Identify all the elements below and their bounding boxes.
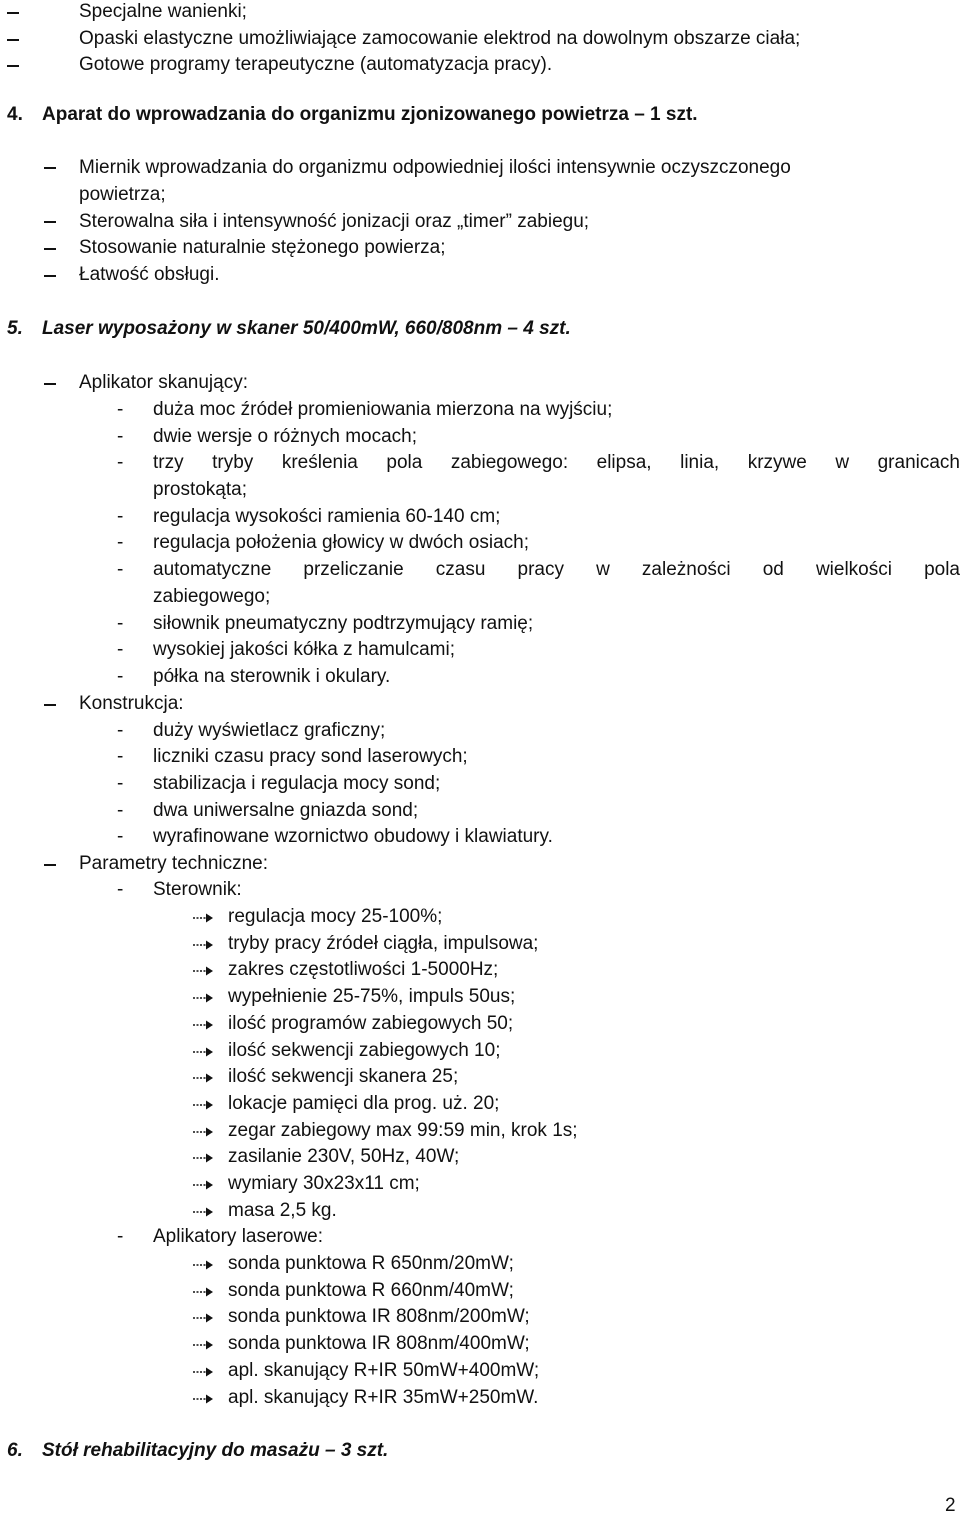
- list-item: apl. skanujący R+IR 50mW+400mW;: [228, 1359, 540, 1381]
- group-label: Sterownik:: [153, 879, 242, 900]
- list-item: Specjalne wanienki;: [79, 1, 247, 22]
- list-item: Sterowalna siła i intensywność jonizacji oraz „timer” zabiegu;: [79, 211, 590, 232]
- list-item: apl. skanujący R+IR 35mW+250mW.: [228, 1386, 539, 1408]
- list-item: liczniki czasu pracy sond laserowych;: [153, 746, 468, 767]
- arrow-bullet-icon: [192, 1259, 214, 1271]
- list-item: regulacja wysokości ramienia 60-140 cm;: [153, 506, 501, 527]
- list-item: ilość sekwencji zabiegowych 10;: [228, 1039, 501, 1061]
- arrow-bullet-icon: [192, 965, 214, 977]
- list-item: trzy tryby kreślenia pola zabiegowego: elipsa, linia, krzywe w granicach: [153, 452, 960, 473]
- sub-dash: -: [117, 1226, 124, 1247]
- list-item: sonda punktowa IR 808nm/400mW;: [228, 1333, 530, 1355]
- list-dash: [7, 39, 19, 41]
- list-item-continuation: prostokąta;: [153, 479, 247, 500]
- list-item: wymiary 30x23x11 cm;: [228, 1173, 420, 1194]
- list-item: Miernik wprowadzania do organizmu odpowiedniej ilości intensywnie oczyszczonego: [79, 157, 791, 178]
- list-item: Łatwość obsługi.: [79, 264, 220, 285]
- list-dash: [44, 248, 56, 250]
- sub-dash: -: [117, 559, 124, 580]
- subsection-label: Konstrukcja:: [79, 693, 184, 714]
- section6-heading: [7, 1438, 388, 1464]
- list-item: zegar zabiegowy max 99:59 min, krok 1s;: [228, 1119, 578, 1141]
- arrow-bullet-icon: [192, 1072, 214, 1084]
- arrow-bullet-icon: [192, 912, 214, 924]
- list-item: Opaski elastyczne umożliwiające zamocowanie elektrod na dowolnym obszarze ciała;: [79, 28, 801, 49]
- section-number: 4.: [7, 104, 23, 125]
- list-item: automatyczne przeliczanie czasu pracy w zależności od wielkości pola: [153, 559, 960, 580]
- sub-dash: -: [117, 879, 124, 900]
- list-item: duży wyświetlacz graficzny;: [153, 720, 386, 741]
- list-item: siłownik pneumatyczny podtrzymujący ramię;: [153, 613, 534, 634]
- list-item: wypełnienie 25-75%, impuls 50us;: [228, 986, 516, 1008]
- arrow-bullet-icon: [192, 939, 214, 951]
- arrow-bullet-icon: [192, 1312, 214, 1324]
- list-item-continuation: zabiegowego;: [153, 586, 271, 607]
- sub-dash: -: [117, 666, 124, 687]
- arrow-bullet-icon: [192, 1339, 214, 1351]
- arrow-bullet-icon: [192, 1019, 214, 1031]
- list-item: ilość sekwencji skanera 25;: [228, 1066, 459, 1088]
- sub-dash: -: [117, 426, 124, 447]
- arrow-bullet-icon: [192, 992, 214, 1004]
- sub-dash: -: [117, 800, 124, 821]
- list-item: wysokiej jakości kółka z hamulcami;: [153, 639, 455, 660]
- list-item: sonda punktowa R 660nm/40mW;: [228, 1279, 514, 1301]
- subsection-label: Aplikator skanujący:: [79, 372, 248, 393]
- list-item: Gotowe programy terapeutyczne (automatyzacja pracy).: [79, 54, 553, 75]
- sub-dash: -: [117, 773, 124, 794]
- arrow-bullet-icon: [192, 1286, 214, 1298]
- page-number: 2: [945, 1495, 956, 1516]
- arrow-bullet-icon: [192, 1366, 214, 1378]
- section-title: Aparat do wprowadzania do organizmu zjonizowanego powietrza – 1 szt.: [42, 104, 698, 125]
- section-title: Laser wyposażony w skaner 50/400mW, 660/808nm – 4 szt.: [42, 318, 571, 339]
- sub-dash: -: [117, 746, 124, 767]
- sub-dash: -: [117, 532, 124, 553]
- list-item: ilość programów zabiegowych 50;: [228, 1012, 514, 1034]
- list-dash: [44, 167, 56, 169]
- list-item: duża moc źródeł promieniowania mierzona na wyjściu;: [153, 399, 613, 420]
- arrow-bullet-icon: [192, 1206, 214, 1218]
- list-item: tryby pracy źródeł ciągła, impulsowa;: [228, 932, 539, 954]
- list-dash: [44, 275, 56, 277]
- section-title: Stół rehabilitacyjny do masażu – 3 szt.: [42, 1440, 389, 1461]
- list-item: zasilanie 230V, 50Hz, 40W;: [228, 1146, 460, 1168]
- sub-dash: -: [117, 506, 124, 527]
- list-item: sonda punktowa IR 808nm/200mW;: [228, 1306, 530, 1328]
- group-label: Aplikatory laserowe:: [153, 1226, 324, 1247]
- section-number: 5.: [7, 318, 23, 339]
- list-item: dwie wersje o różnych mocach;: [153, 426, 417, 447]
- list-item: lokacje pamięci dla prog. uż. 20;: [228, 1092, 500, 1114]
- sub-dash: -: [117, 399, 124, 420]
- list-dash: [7, 65, 19, 67]
- subsection-label: Parametry techniczne:: [79, 853, 269, 874]
- arrow-bullet-icon: [192, 1179, 214, 1191]
- list-dash: [44, 383, 56, 385]
- list-item: masa 2,5 kg.: [228, 1199, 337, 1221]
- list-item: stabilizacja i regulacja mocy sond;: [153, 773, 441, 794]
- section4-heading: [7, 102, 698, 128]
- section-number: 6.: [7, 1440, 23, 1461]
- list-item: regulacja mocy 25-100%;: [228, 906, 443, 927]
- list-item: zakres częstotliwości 1-5000Hz;: [228, 959, 499, 981]
- arrow-bullet-icon: [192, 1152, 214, 1164]
- list-item: wyrafinowane wzornictwo obudowy i klawiatury.: [153, 826, 553, 847]
- arrow-bullet-icon: [192, 1046, 214, 1058]
- sub-dash: -: [117, 639, 124, 660]
- list-item-continuation: powietrza;: [79, 184, 166, 205]
- list-item: półka na sterownik i okulary.: [153, 666, 391, 687]
- list-item: dwa uniwersalne gniazda sond;: [153, 800, 419, 821]
- list-dash: [44, 704, 56, 706]
- sub-dash: -: [117, 452, 124, 473]
- list-dash: [44, 864, 56, 866]
- section5-heading: [7, 316, 571, 342]
- list-item: sonda punktowa R 650nm/20mW;: [228, 1253, 514, 1274]
- list-dash: [44, 221, 56, 223]
- list-item: regulacja położenia głowicy w dwóch osiach;: [153, 532, 529, 553]
- list-item: Stosowanie naturalnie stężonego powierza;: [79, 237, 446, 258]
- sub-dash: -: [117, 826, 124, 847]
- arrow-bullet-icon: [192, 1393, 214, 1405]
- list-dash: [7, 12, 19, 14]
- arrow-bullet-icon: [192, 1126, 214, 1138]
- sub-dash: -: [117, 720, 124, 741]
- sub-dash: -: [117, 613, 124, 634]
- arrow-bullet-icon: [192, 1099, 214, 1111]
